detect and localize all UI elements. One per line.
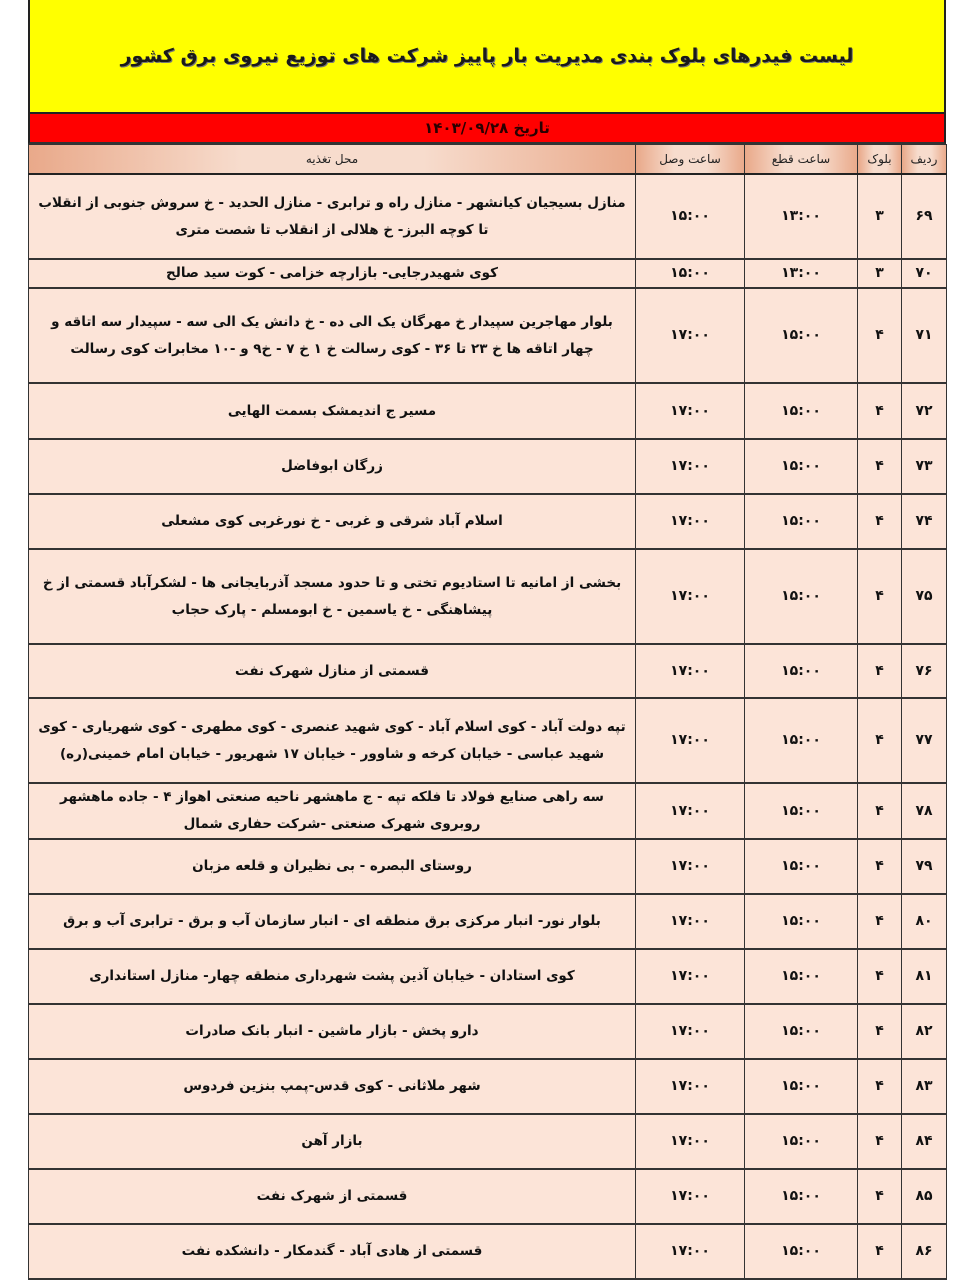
cell-connect-time: ۱۷:۰۰: [636, 698, 745, 783]
date-band: [28, 112, 946, 144]
cell-radif: ۷۷: [902, 698, 947, 783]
header-block: بلوک: [858, 145, 902, 175]
cell-cut-time: ۱۵:۰۰: [745, 383, 858, 439]
cell-cut-time: ۱۵:۰۰: [745, 1004, 858, 1059]
feeder-table: [28, 144, 947, 1280]
table-row: [29, 644, 947, 698]
cell-location: قسمتی از شهرک نفت: [29, 1169, 636, 1224]
cell-location: تپه دولت آباد - کوی اسلام آباد - کوی شهید عنصری - کوی مطهری - کوی شهریاری - کوی شهید عباسی - خیابان کرخه و شاوور - خیابان ۱۷ شهریور - خیابان امام خمینی(ره): [29, 698, 636, 783]
table-row: [29, 839, 947, 894]
cell-location: بلوار مهاجرین سپیدار خ مهرگان یک الی ده - خ دانش یک الی سه - سپیدار سه اتاقه و چهار اتاقه ها خ ۲۳ تا ۳۶ - کوی رسالت خ ۱ خ ۷ - خ۹ و -۱۰ مخابرات کوی رسالت: [29, 288, 636, 383]
cell-location: سه راهی صنایع فولاد تا فلکه تپه - ج ماهشهر ناحیه صنعتی اهواز ۴ - جاده ماهشهر روبروی شهرک صنعتی -شرکت حفاری شمال: [29, 783, 636, 839]
table-row: [29, 383, 947, 439]
cell-connect-time: ۱۷:۰۰: [636, 839, 745, 894]
cell-block: ۳: [858, 259, 902, 288]
cell-radif: ۷۳: [902, 439, 947, 494]
cell-connect-time: ۱۷:۰۰: [636, 1004, 745, 1059]
cell-radif: ۷۹: [902, 839, 947, 894]
cell-cut-time: ۱۵:۰۰: [745, 894, 858, 949]
table-row: [29, 494, 947, 549]
cell-block: ۴: [858, 1004, 902, 1059]
table-row: [29, 1169, 947, 1224]
table-row: [29, 783, 947, 839]
table-row: [29, 174, 947, 259]
cell-radif: ۷۰: [902, 259, 947, 288]
cell-location: قسمتی از منازل شهرک نفت: [29, 644, 636, 698]
table-row: [29, 1059, 947, 1114]
cell-block: ۴: [858, 1224, 902, 1279]
cell-location: منازل بسیجیان کیانشهر - منازل راه و ترابری - منازل الحدید - خ سروش جنوبی از انقلاب تا کوچه البرز- خ هلالی از انقلاب تا شصت متری: [29, 174, 636, 259]
cell-cut-time: ۱۳:۰۰: [745, 174, 858, 259]
cell-location: روستای البصره - بی نظیران و قلعه مزبان: [29, 839, 636, 894]
cell-radif: ۶۹: [902, 174, 947, 259]
cell-cut-time: ۱۵:۰۰: [745, 288, 858, 383]
cell-cut-time: ۱۵:۰۰: [745, 1059, 858, 1114]
cell-cut-time: ۱۵:۰۰: [745, 1224, 858, 1279]
cell-connect-time: ۱۷:۰۰: [636, 1059, 745, 1114]
cell-block: ۴: [858, 494, 902, 549]
cell-block: ۴: [858, 1059, 902, 1114]
cell-connect-time: ۱۷:۰۰: [636, 1114, 745, 1169]
cell-connect-time: ۱۵:۰۰: [636, 259, 745, 288]
table-row: [29, 1004, 947, 1059]
cell-radif: ۸۲: [902, 1004, 947, 1059]
cell-connect-time: ۱۷:۰۰: [636, 644, 745, 698]
table-row: [29, 1114, 947, 1169]
cell-location: اسلام آباد شرقی و غربی - خ نورغربی کوی مشعلی: [29, 494, 636, 549]
cell-location: بخشی از امانیه تا استادیوم تختی و تا حدود مسجد آذربایجانی ها - لشکرآباد قسمتی از خ پیشاهنگی - خ یاسمین - خ ابومسلم - پارک حجاب: [29, 549, 636, 644]
cell-block: ۴: [858, 383, 902, 439]
cell-block: ۴: [858, 783, 902, 839]
table-row: [29, 259, 947, 288]
cell-connect-time: ۱۷:۰۰: [636, 549, 745, 644]
cell-block: ۴: [858, 644, 902, 698]
cell-radif: ۷۲: [902, 383, 947, 439]
cell-connect-time: ۱۷:۰۰: [636, 494, 745, 549]
cell-block: ۴: [858, 698, 902, 783]
date-label: تاریخ ۱۴۰۳/۰۹/۲۸: [424, 119, 550, 137]
cell-cut-time: ۱۵:۰۰: [745, 1169, 858, 1224]
page-title: لیست فیدرهای بلوک بندی مدیریت بار پاییز شرکت های توزیع نیروی برق کشور: [120, 45, 854, 67]
cell-connect-time: ۱۷:۰۰: [636, 894, 745, 949]
cell-radif: ۷۴: [902, 494, 947, 549]
header-cut-time: ساعت قطع: [745, 145, 858, 175]
cell-cut-time: ۱۵:۰۰: [745, 839, 858, 894]
table-row: [29, 288, 947, 383]
cell-block: ۴: [858, 839, 902, 894]
table-header-row: [29, 145, 947, 175]
cell-cut-time: ۱۵:۰۰: [745, 783, 858, 839]
cell-block: ۴: [858, 439, 902, 494]
cell-radif: ۸۳: [902, 1059, 947, 1114]
cell-location: قسمتی از هادی آباد - گندمکار - دانشکده نفت: [29, 1224, 636, 1279]
cell-connect-time: ۱۵:۰۰: [636, 174, 745, 259]
cell-connect-time: ۱۷:۰۰: [636, 383, 745, 439]
cell-location: بازار آهن: [29, 1114, 636, 1169]
cell-cut-time: ۱۳:۰۰: [745, 259, 858, 288]
cell-cut-time: ۱۵:۰۰: [745, 439, 858, 494]
cell-connect-time: ۱۷:۰۰: [636, 1224, 745, 1279]
cell-location: کوی استادان - خیابان آذین پشت شهرداری منطقه چهار- منازل استانداری: [29, 949, 636, 1004]
cell-radif: ۷۶: [902, 644, 947, 698]
cell-cut-time: ۱۵:۰۰: [745, 1114, 858, 1169]
title-band: [28, 0, 946, 112]
header-connect-time: ساعت وصل: [636, 145, 745, 175]
table-row: [29, 949, 947, 1004]
cell-connect-time: ۱۷:۰۰: [636, 288, 745, 383]
cell-block: ۴: [858, 288, 902, 383]
cell-block: ۳: [858, 174, 902, 259]
cell-connect-time: ۱۷:۰۰: [636, 1169, 745, 1224]
cell-cut-time: ۱۵:۰۰: [745, 494, 858, 549]
cell-location: دارو پخش - بازار ماشین - انبار بانک صادرات: [29, 1004, 636, 1059]
cell-radif: ۸۰: [902, 894, 947, 949]
cell-cut-time: ۱۵:۰۰: [745, 949, 858, 1004]
table-row: [29, 698, 947, 783]
header-radif: ردیف: [902, 145, 947, 175]
table-row: [29, 894, 947, 949]
cell-connect-time: ۱۷:۰۰: [636, 439, 745, 494]
table-row: [29, 1224, 947, 1279]
cell-block: ۴: [858, 949, 902, 1004]
cell-location: بلوار نور- انبار مرکزی برق منطقه ای - انبار سازمان آب و برق - ترابری آب و برق: [29, 894, 636, 949]
cell-location: زرگان ابوفاضل: [29, 439, 636, 494]
cell-radif: ۸۶: [902, 1224, 947, 1279]
cell-cut-time: ۱۵:۰۰: [745, 644, 858, 698]
header-location: محل تغذیه: [29, 145, 636, 175]
table-row: [29, 549, 947, 644]
cell-location: کوی شهیدرجایی- بازارچه خزامی - کوت سید صالح: [29, 259, 636, 288]
cell-radif: ۸۱: [902, 949, 947, 1004]
cell-connect-time: ۱۷:۰۰: [636, 783, 745, 839]
cell-block: ۴: [858, 549, 902, 644]
cell-radif: ۷۸: [902, 783, 947, 839]
table-row: [29, 439, 947, 494]
cell-cut-time: ۱۵:۰۰: [745, 549, 858, 644]
cell-location: مسیر ج اندیمشک بسمت الهایی: [29, 383, 636, 439]
cell-block: ۴: [858, 1169, 902, 1224]
cell-radif: ۷۱: [902, 288, 947, 383]
schedule-sheet: [28, 0, 946, 1273]
cell-block: ۴: [858, 894, 902, 949]
cell-cut-time: ۱۵:۰۰: [745, 698, 858, 783]
cell-location: شهر ملاثانی - کوی قدس-پمپ بنزین فردوس: [29, 1059, 636, 1114]
cell-radif: ۸۴: [902, 1114, 947, 1169]
cell-connect-time: ۱۷:۰۰: [636, 949, 745, 1004]
cell-radif: ۷۵: [902, 549, 947, 644]
cell-block: ۴: [858, 1114, 902, 1169]
cell-radif: ۸۵: [902, 1169, 947, 1224]
